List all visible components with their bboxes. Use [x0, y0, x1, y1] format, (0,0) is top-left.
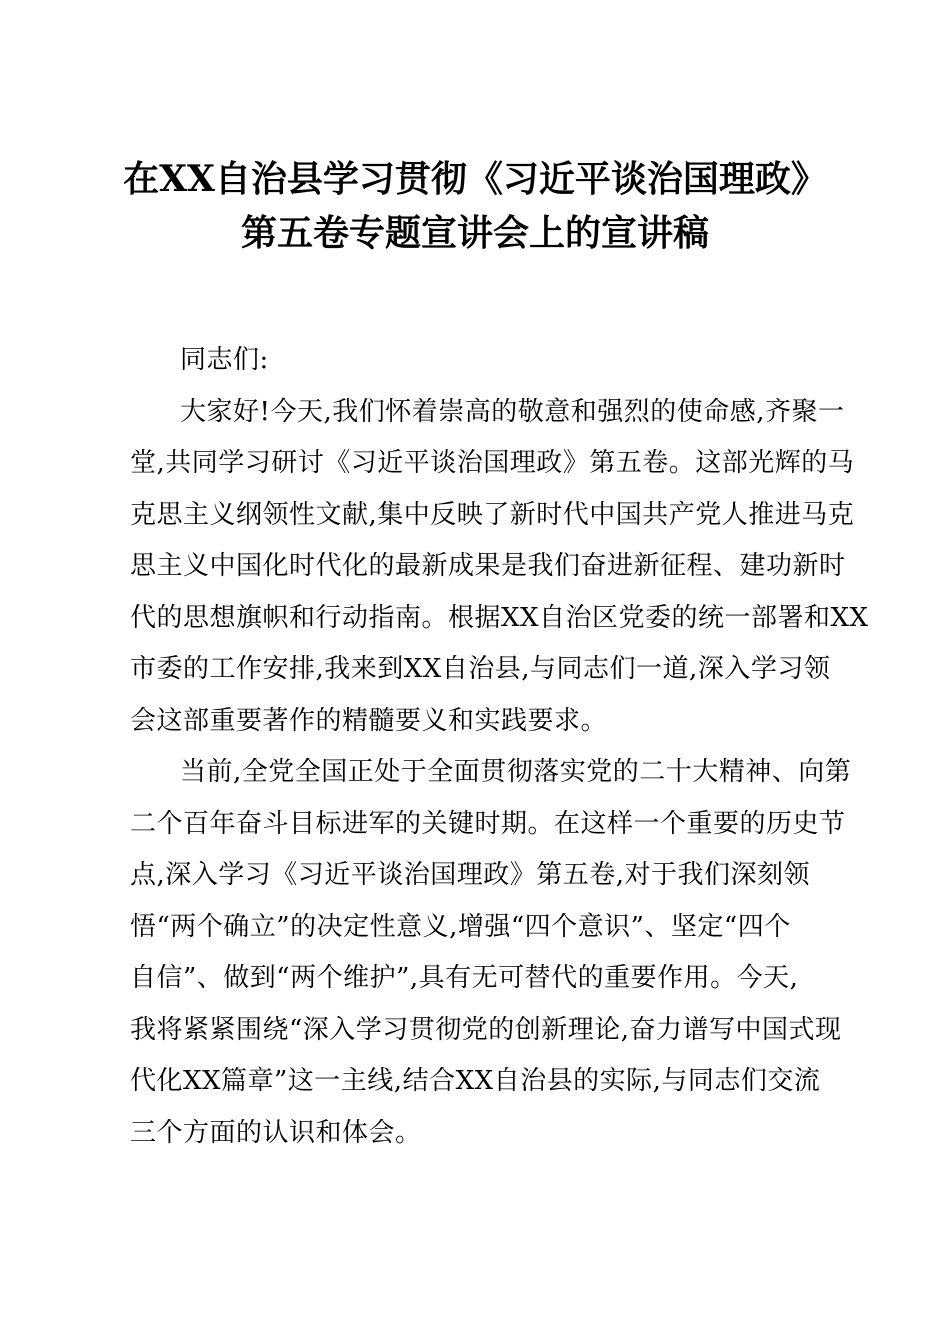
paragraph-line: 克思主义纲领性文献,集中反映了新时代中国共产党人推进马克 — [130, 499, 855, 530]
paragraph-line: 会这部重要著作的精髓要义和实践要求。 — [130, 705, 608, 736]
paragraph-line: 悟“两个确立”的决定性意义,增强“四个意识”、坚定“四个 — [130, 911, 791, 942]
paragraph-line: 当前,全党全国正处于全面贯彻落实党的二十大精神、向第 — [180, 757, 852, 787]
title-line-2: 第五卷专题宣讲会上的宣讲稿 — [240, 212, 709, 254]
paragraph-line: 三个方面的认识和体会。 — [130, 1117, 422, 1148]
paragraph-line: 堂,共同学习研讨《习近平谈治国理政》第五卷。这部光辉的马 — [130, 448, 855, 478]
title-line-1: 在XX自治县学习贯彻《习近平谈治国理政》 — [123, 158, 827, 200]
paragraph-line: 自信”、做到“两个维护”,具有无可替代的重要作用。今天, — [130, 963, 799, 993]
paragraph-line: 我将紧紧围绕“深入学习贯彻党的创新理论,奋力谱写中国式现 — [130, 1014, 842, 1045]
greeting: 同志们: — [180, 345, 269, 375]
paragraph-line: 二个百年奋斗目标进军的关键时期。在这样一个重要的历史节 — [130, 808, 846, 839]
paragraph-1 — [130, 387, 869, 748]
paragraph-2 — [130, 747, 852, 1159]
document-body — [130, 335, 869, 1159]
paragraph-line: 大家好!今天,我们怀着崇高的敬意和强烈的使命感,齐聚一 — [180, 396, 845, 427]
paragraph-line: 代化XX篇章”这一主线,结合XX自治县的实际,与同志们交流 — [130, 1066, 821, 1096]
paragraph-line: 点,深入学习《习近平谈治国理政》第五卷,对于我们深刻领 — [130, 860, 811, 890]
paragraph-line: 思主义中国化时代化的最新成果是我们奋进新征程、建功新时 — [130, 551, 846, 581]
paragraph-line: 市委的工作安排,我来到XX自治县,与同志们一道,深入学习领 — [130, 654, 831, 684]
paragraph-line: 代的思想旗帜和行动指南。根据XX自治区党委的统一部署和XX — [130, 602, 869, 633]
